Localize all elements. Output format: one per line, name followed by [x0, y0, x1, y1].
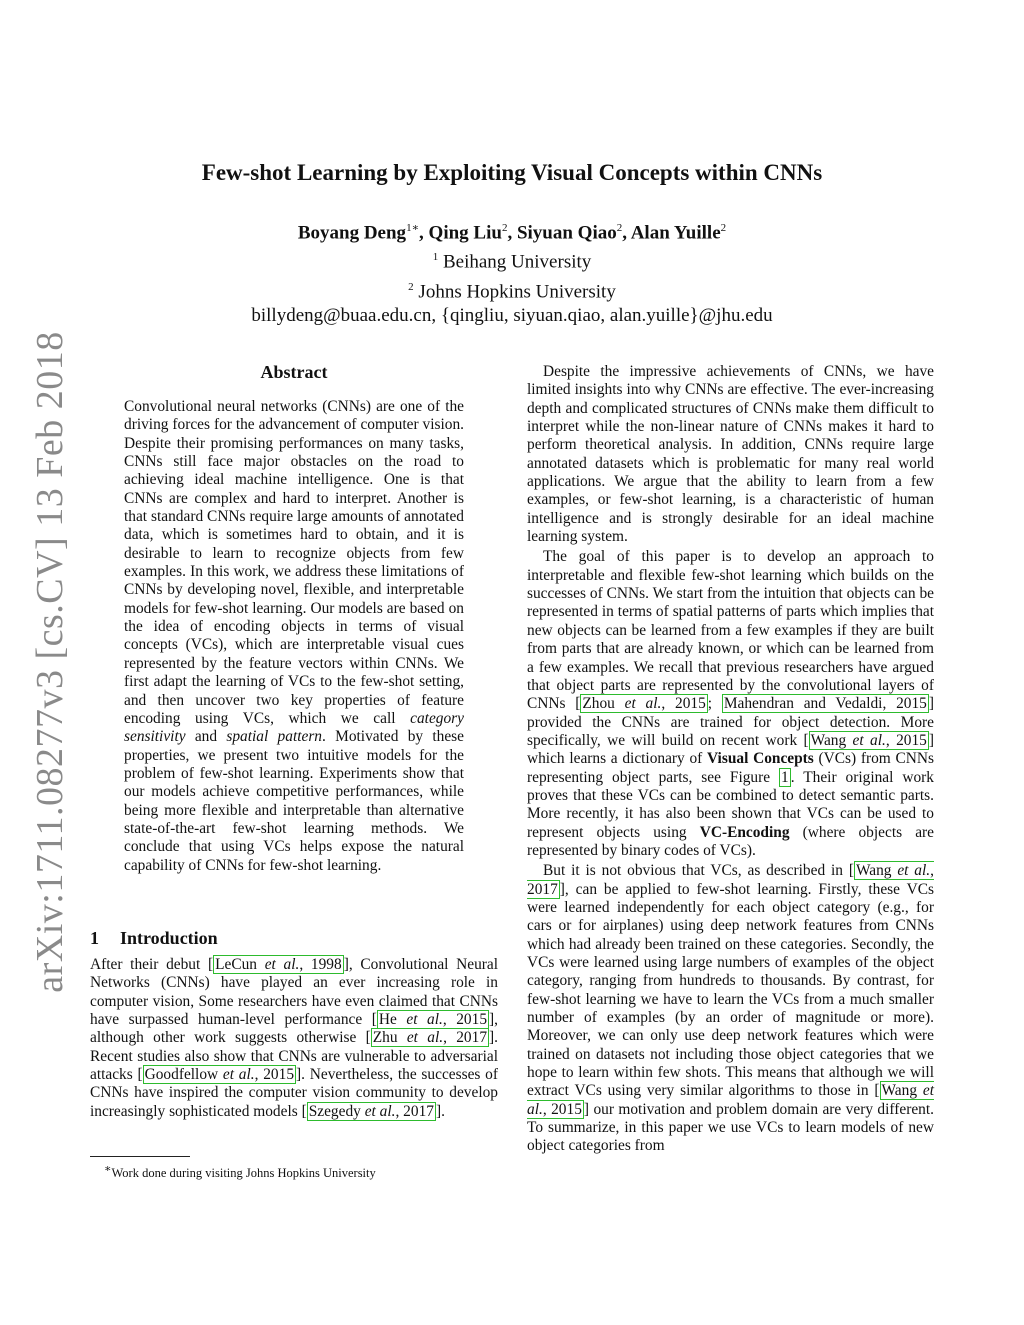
affiliation-mark: 1 — [432, 251, 439, 264]
section-number: 1 — [90, 928, 99, 948]
affiliation-name: Beihang University — [442, 251, 592, 273]
affiliation-mark: 2 — [408, 280, 414, 293]
author-affiliation-mark: 2 — [720, 222, 727, 234]
paragraph: After their debut [ LeCun et al., 1998 ], Convolutional Neural Networks (CNNs) have played an ever increasing role in computer vision, Some researchers have even claimed that CNNs have surpassed human-level performance [ He et al., 2015 ], although other work suggests otherwise [ Zhu et al., 2017 ]. Recent studies also show that CNNs are vulnerable to adversarial attacks [ Goodfellow et al., 2015 ]. Nevertheless, the successes of CNNs have inspired the computer vision community to develop increasingly sophisticated models [ Szegedy et al., 2017 ]. — [90, 956, 499, 1120]
author-emails: billydeng@buaa.edu.cn, {qingliu, siyuan.qiao, alan.yuille}@jhu.edu — [251, 304, 773, 326]
paragraph: Despite the impressive achievements of CNNs, we have limited insights into why CNNs are effective. The ever-increasing depth and complicated structures of CNNs make them difficult to interpret while the non-linear nature of CNNs makes it hard to perform theoretical analysis. In addition, CNNs require large annotated datasets which is problematic for many real world applications. We argue that the ability to learn from a few examples, or few-shot learning, is a characteristic of human intelligence and is strongly desirable for an ideal machine learning system. — [527, 363, 934, 546]
citation-link[interactable]: Goodfellow et al., 2015 — [144, 1066, 295, 1084]
footnote — [104, 1162, 376, 1181]
intro-column-right — [527, 363, 934, 1156]
author-name: Alan Yuille — [630, 222, 721, 244]
author-affiliation-mark: 1∗ — [406, 222, 420, 234]
paper-title: Few-shot Learning by Exploiting Visual Concepts within CNNs — [201, 160, 823, 185]
author-affiliation-mark: 2 — [501, 222, 508, 234]
affiliation-1 — [0, 245, 1024, 274]
abstract-heading: Abstract — [260, 362, 328, 382]
section-heading-introduction — [90, 928, 218, 949]
citation-link[interactable]: Wang et al., 2015 — [527, 1082, 934, 1118]
citation-link[interactable]: He et al., 2015 — [378, 1011, 488, 1029]
figure-link[interactable]: 1 — [781, 768, 789, 786]
affiliation-name: Johns Hopkins University — [418, 280, 616, 302]
citation-link[interactable]: Szegedy et al., 2017 — [308, 1102, 434, 1120]
citation-link[interactable]: Wang et al., 2015 — [810, 731, 927, 749]
section-title: Introduction — [120, 928, 218, 948]
author-names: Boyang Deng$^{1∗}$, Qing Liu$^2$, Siyuan Qiao$^2$, Alan Yuille$^2$ — [297, 222, 727, 244]
author-affiliation-mark: 2 — [616, 222, 623, 234]
citation-link[interactable]: Zhou et al., 2015 — [582, 695, 706, 713]
footnote-rule — [90, 1156, 190, 1157]
intro-column-left — [90, 956, 498, 1121]
affiliation-2 — [0, 275, 1024, 304]
citation-link[interactable]: Wang et al., 2017 — [527, 862, 934, 898]
paragraph: But it is not obvious that VCs, as described in [ Wang et al., 2017 ], can be applied to few-shot learning. Firstly, these VCs were learned independently for each object category (e.g., for cars or for airplanes) using deep network features from CNNs which had already been trained on these categories. Secondly, the VCs were learned using large numbers of examples of the object category, ranging from hundreds to thousands. By contrast, for few-shot learning we have to learn the VCs from a much smaller number of examples (by an order of magnitude or more). Moreover, we can only use deep network features which were trained on datasets not including those object categories that we hope to learn within few shots. This means that although we will extract VCs using very similar algorithms to those in [ Wang et al., 2015 ] our motivation and problem domain are very different. To summarize, in this paper we use VCs to learn models of new object categories from — [527, 862, 934, 1155]
citation-link[interactable]: Mahendran and Vedaldi, 2015 — [723, 695, 927, 713]
abstract-text: Convolutional neural networks (CNNs) are one of the driving forces for the advancement of computer vision. Despite their promising performances on many tasks, CNNs still face major obstacles on the road to achieving ideal machine intelligence. One is that CNNs are complex and hard to interpret. Another is that standard CNNs require large amounts of annotated data, which is sometimes hard to obtain, and it is desirable to learn to recognize objects from few examples. In this work, we address these limitations of CNNs by developing novel, flexible, and interpretable models for few-shot learning. Our models are based on the idea of encoding objects in terms of visual concepts (VCs), which are interpretable visual cues represented by the feature vectors within CNNs. We first adapt the learning of VCs to the few-shot setting, and then uncover two key properties of feature encoding using VCs, which we call category sensitivity and spatial pattern. Motivated by these properties, we present two intuitive models for the problem of few-shot learning. Experiments show that our models achieve competitive performances, while being more flexible and interpretable than alternative state-of-the-art few-shot learning methods. We conclude that using VCs helps expose the natural capability of CNNs for few-shot learning. — [124, 398, 464, 874]
citation-link[interactable]: LeCun et al., 1998 — [215, 956, 342, 973]
author-block — [0, 216, 1024, 328]
arxiv-watermark: arXiv:1711.08277v3 [cs.CV] 13 Feb 2018 — [29, 331, 71, 993]
author-name: Siyuan Qiao — [516, 222, 617, 244]
footnote-mark: ∗ — [104, 1163, 112, 1175]
footnote-text: Work done during visiting Johns Hopkins University — [111, 1166, 376, 1181]
author-name: Boyang Deng — [297, 222, 407, 244]
paragraph: The goal of this paper is to develop an approach to interpretable and flexible few-shot learning which builds on the successes of CNNs. We start from the intuition that objects can be represented in terms of spatial patterns of parts which implies that new objects can be learned from a few examples if they are built from parts that are already known, or which can be learned from a few examples. We recall that previous researchers have argued that object parts are represented by the convolutional layers of CNNs [ Zhou et al., 2015 ; Mahendran and Vedaldi, 2015 ] provided the CNNs are trained for object detection. More specifically, we will build on recent work [ Wang et al., 2015 ] which learns a dictionary of Visual Concepts (VCs) from CNNs representing object parts, see Figure 1 . Their original work proves that these VCs can be combined to detect semantic parts. More recently, it has also been shown that VCs can be used to represent objects using VC-Encoding (where objects are represented by binary codes of VCs). — [527, 548, 934, 859]
citation-link[interactable]: Zhu et al., 2017 — [372, 1029, 488, 1047]
author-name: Qing Liu — [428, 222, 502, 244]
